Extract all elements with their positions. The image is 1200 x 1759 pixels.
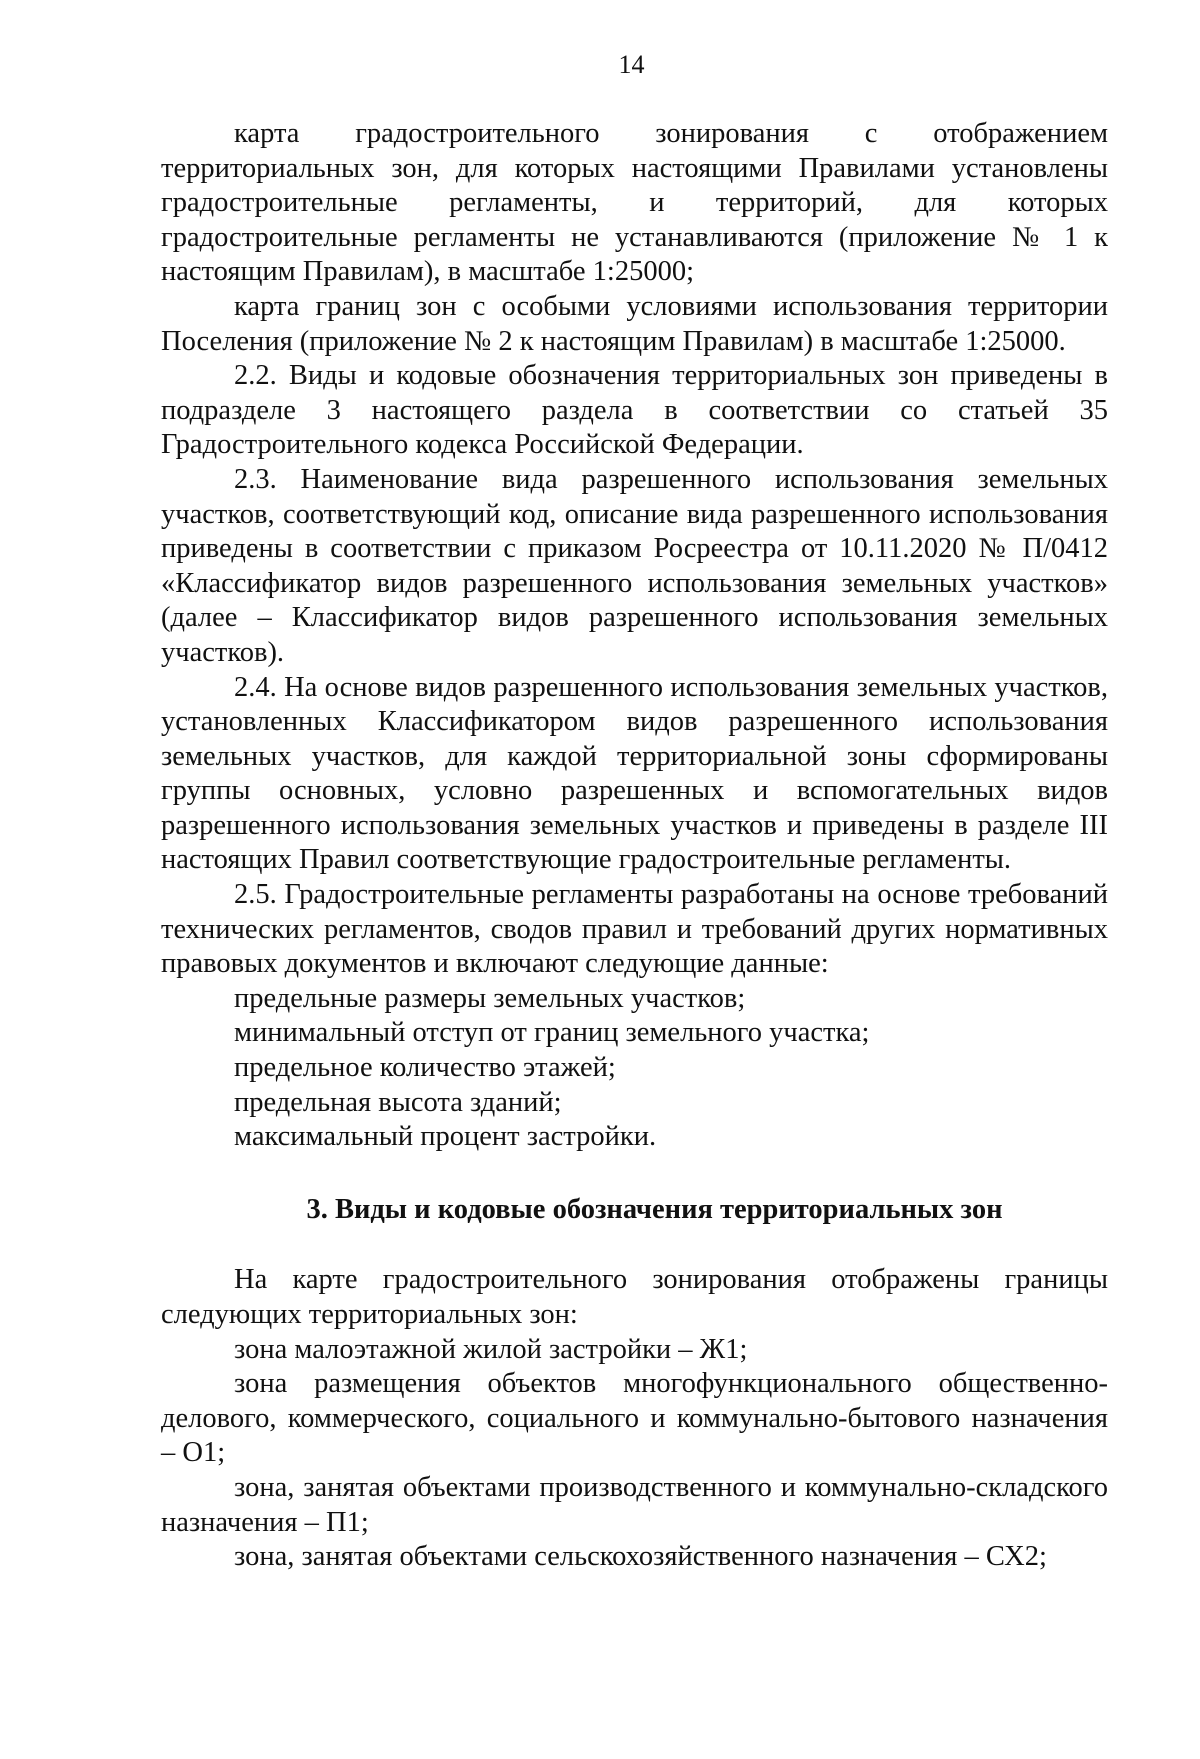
list-item: предельное количество этажей; xyxy=(234,1052,616,1084)
list-item: зона, занятая объектами сельскохозяйственного назначения – СХ2; xyxy=(234,1541,1047,1573)
section-heading xyxy=(161,1193,1108,1228)
paragraph: карта границ зон с особыми условиями использования территории Поселения (приложение № 2 к настоящим Правилам) в масштабе 1:25000. xyxy=(161,290,1108,357)
list-item: зона малоэтажной жилой застройки – Ж1; xyxy=(234,1333,748,1365)
page-number: 14 xyxy=(618,50,645,79)
list-item: предельные размеры земельных участков; xyxy=(234,982,746,1014)
document-body xyxy=(161,117,1108,1575)
paragraph: 2.2. Виды и кодовые обозначения территориальных зон приведены в подразделе 3 настоящего раздела в соответствии со статьей 35 Градостроительного кодекса Российской Федерации. xyxy=(161,360,1108,461)
paragraph: карта градостроительного зонирования с отображением территориальных зон, для которых настоящими Правилами установлены градостроительные регламенты, и территорий, для которых градостроительные регламенты не устанавливаются (приложение № 1 к настоящим Правилам), в масштабе 1:25000; xyxy=(161,118,1108,288)
list-item: минимальный отступ от границ земельного участка; xyxy=(234,1017,870,1049)
list-item: зона, занятая объектами производственного и коммунально-складского назначения – П1; xyxy=(161,1471,1108,1538)
paragraph: 2.5. Градостроительные регламенты разработаны на основе требований технических регламентов, сводов правил и требований других нормативных правовых документов и включают следующие данные: xyxy=(161,879,1108,980)
list-item: зона размещения объектов многофункционального общественно-делового, коммерческого, социального и коммунально-бытового назначения – О1; xyxy=(161,1368,1108,1469)
paragraph: На карте градостроительного зонирования отображены границы следующих территориальных зон: xyxy=(161,1264,1108,1330)
paragraph: 2.4. На основе видов разрешенного использования земельных участков, установленных Классификатором видов разрешенного использования земельных участков, для каждой территориальной зоны сформированы группы основных, условно разрешенных и вспомогательных видов разрешенного использования земельных участков и приведены в разделе III настоящих Правил соответствующие градостроительные регламенты. xyxy=(161,671,1108,876)
list-item: максимальный процент застройки. xyxy=(234,1121,657,1153)
list-item: предельная высота зданий; xyxy=(234,1086,562,1118)
section-heading-text: 3. Виды и кодовые обозначения территориальных зон xyxy=(306,1193,1003,1225)
paragraph: 2.3. Наименование вида разрешенного использования земельных участков, соответствующий код, описание вида разрешенного использования приведены в соответствии с приказом Росреестра от 10.11.2020 № П/0412 «Классификатор видов разрешенного использования земельных участков» (далее – Классификатор видов разрешенного использования земельных участков). xyxy=(161,463,1108,668)
